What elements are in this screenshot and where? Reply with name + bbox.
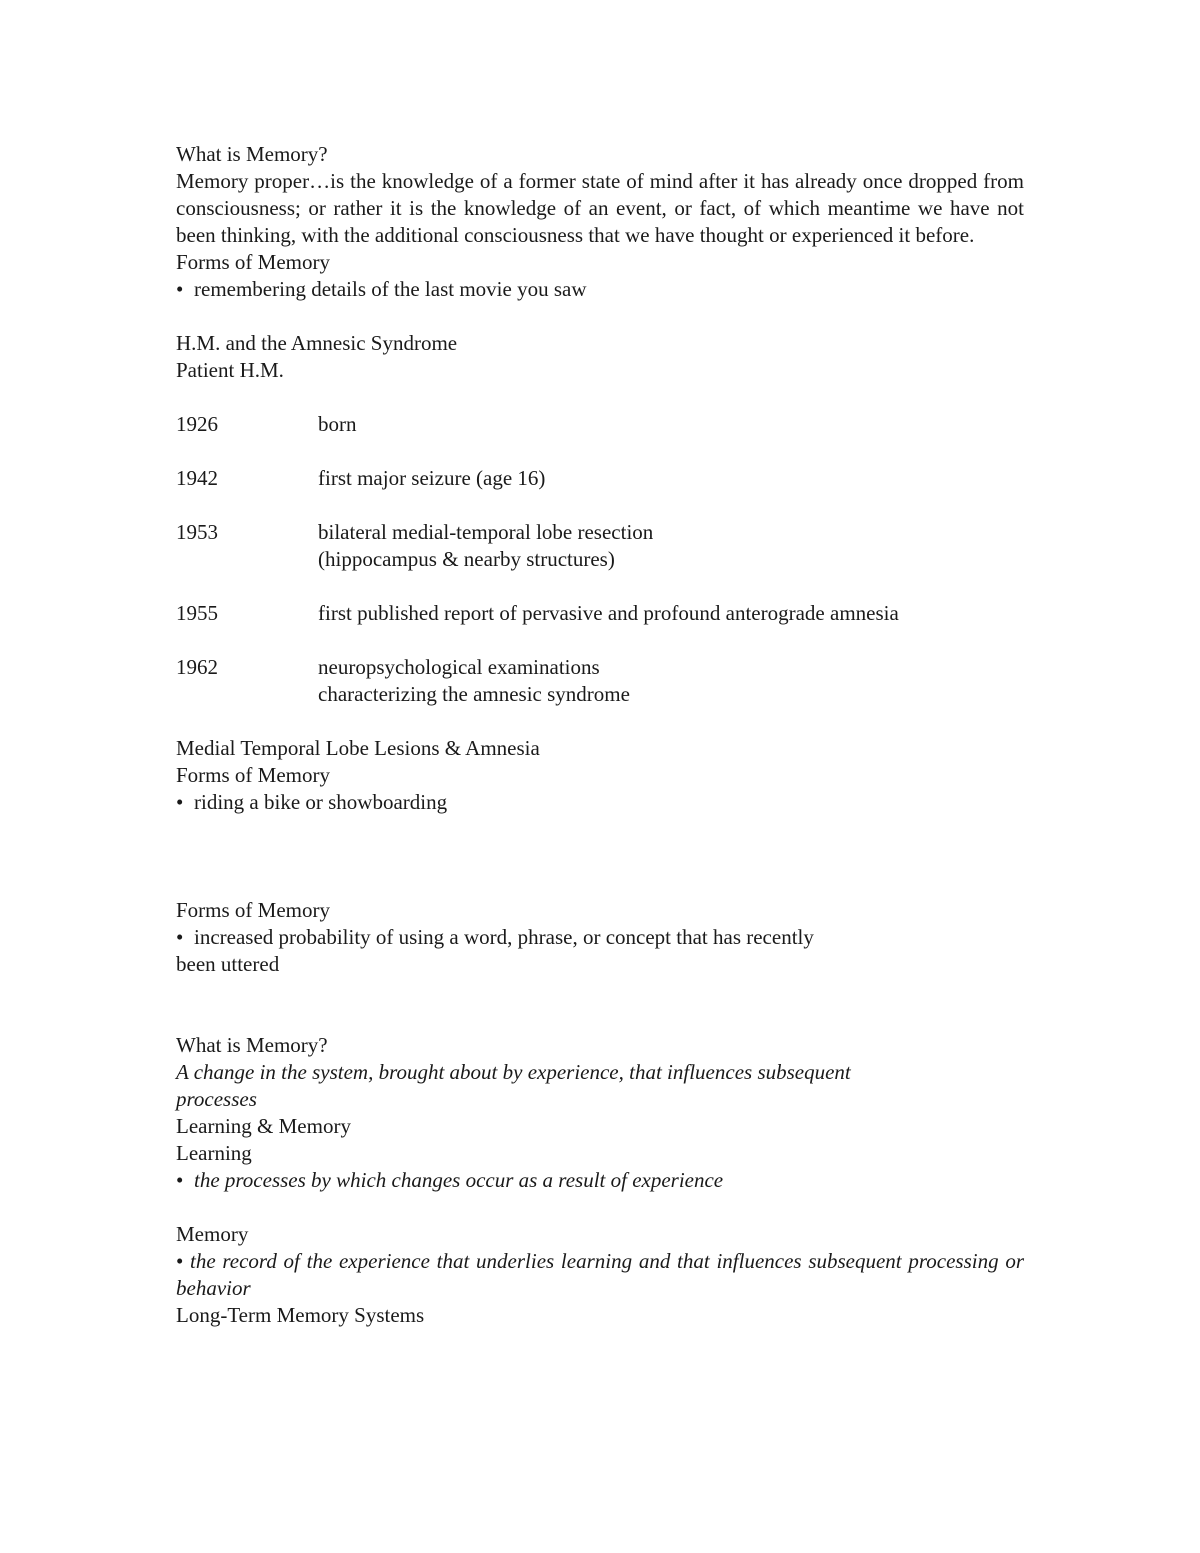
forms-of-memory-heading-2: Forms of Memory: [176, 763, 330, 787]
memory-definition-paragraph: Memory proper…is the knowledge of a former state of mind after it has already once dropped from consciousness; or rather it is the knowledge of an event, or fact, of which meantime we have not been thinking, with the additional consciousness that we have thought or experienced it before.: [176, 169, 1024, 247]
bullet-icon: •: [176, 1168, 184, 1192]
section-heading-what-is-memory-2: What is Memory?: [176, 1033, 328, 1057]
forms-of-memory-bullet-3-continuation: been uttered: [176, 952, 280, 976]
timeline-event: first major seizure (age 16): [318, 466, 546, 490]
timeline-event-line: (hippocampus & nearby structures): [318, 547, 615, 571]
bullet-text: riding a bike or showboarding: [194, 790, 448, 814]
timeline-year: 1926: [176, 412, 218, 436]
timeline-row: [176, 519, 1024, 573]
bullet-icon: •: [176, 925, 184, 949]
learning-memory-heading: Learning & Memory: [176, 1114, 351, 1138]
bullet-icon: •: [176, 277, 184, 301]
learning-bullet: [176, 1167, 1024, 1194]
bullet-text: increased probability of using a word, phrase, or concept that has recently: [194, 925, 814, 949]
timeline-event-line: characterizing the amnesic syndrome: [318, 682, 630, 706]
hm-heading: H.M. and the Amnesic Syndrome: [176, 331, 458, 355]
ltm-systems-heading: Long-Term Memory Systems: [176, 1303, 425, 1327]
timeline-event: [318, 654, 1024, 708]
memory-change-definition-line-2: processes: [176, 1087, 257, 1111]
bullet-text: the processes by which changes occur as a result of experience: [194, 1168, 724, 1192]
forms-of-memory-bullet-2: [176, 789, 1024, 816]
timeline-event: born: [318, 412, 357, 436]
learning-subheading: Learning: [176, 1141, 252, 1165]
timeline-row: [176, 411, 1024, 438]
bullet-text: remembering details of the last movie you saw: [194, 277, 587, 301]
bullet-icon: •: [176, 1249, 184, 1273]
timeline-year: 1955: [176, 601, 218, 625]
forms-of-memory-heading-1: Forms of Memory: [176, 250, 330, 274]
memory-bullet: [176, 1248, 1024, 1302]
timeline-event-line: bilateral medial-temporal lobe resection: [318, 520, 654, 544]
mtl-lesions-heading: Medial Temporal Lobe Lesions & Amnesia: [176, 736, 540, 760]
patient-hm-subheading: Patient H.M.: [176, 358, 284, 382]
timeline-row: [176, 600, 1024, 627]
timeline-year: 1962: [176, 655, 218, 679]
timeline-event: first published report of pervasive and profound anterograde amnesia: [318, 601, 899, 625]
document-page: [176, 141, 1024, 1329]
section-heading-what-is-memory: What is Memory?: [176, 142, 328, 166]
forms-of-memory-bullet-1: [176, 276, 1024, 303]
timeline-year: 1942: [176, 466, 218, 490]
bullet-text: the record of the experience that underlies learning and that influences subsequent processing or behavior: [176, 1249, 1024, 1300]
timeline-row: [176, 654, 1024, 708]
timeline-row: [176, 465, 1024, 492]
memory-change-definition-line-1: A change in the system, brought about by experience, that influences subsequent: [176, 1060, 851, 1084]
timeline-event: [318, 519, 1024, 573]
forms-of-memory-bullet-3: [176, 924, 1024, 951]
timeline-year: 1953: [176, 520, 218, 544]
forms-of-memory-heading-3: Forms of Memory: [176, 898, 330, 922]
timeline-event-line: neuropsychological examinations: [318, 655, 600, 679]
bullet-icon: •: [176, 790, 184, 814]
memory-subheading: Memory: [176, 1222, 249, 1246]
